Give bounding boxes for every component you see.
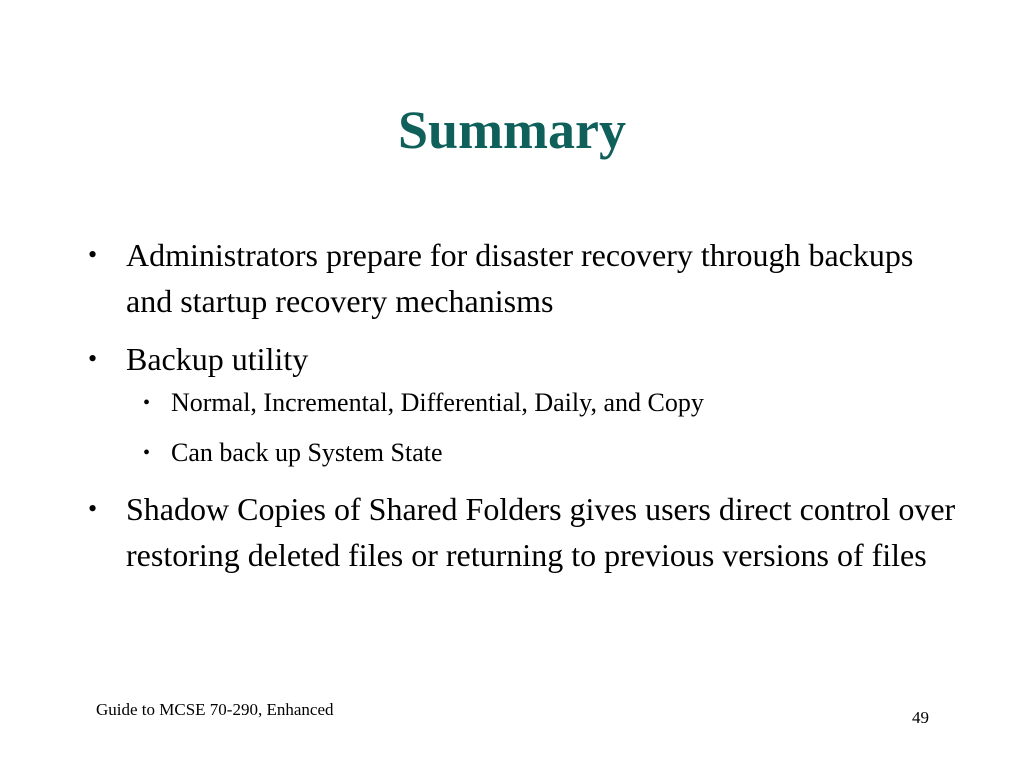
bullet-list bbox=[86, 232, 966, 590]
sub-bullet-text: Normal, Incremental, Differential, Daily, and Copy bbox=[171, 388, 704, 417]
sub-bullet-text: Can back up System State bbox=[171, 438, 443, 467]
bullet-dot: • bbox=[88, 494, 98, 523]
bullet-dot: • bbox=[88, 240, 98, 269]
bullet-text: Administrators prepare for disaster recovery through backups and startup recovery mechanisms bbox=[126, 237, 914, 319]
bullet-dot: • bbox=[88, 344, 98, 373]
sub-bullet-item bbox=[141, 386, 966, 420]
bullet-text: Shadow Copies of Shared Folders gives users direct control over restoring deleted files or returning to previous versions of files bbox=[126, 491, 956, 573]
page-number: 49 bbox=[912, 708, 929, 727]
bullet-item bbox=[86, 232, 966, 324]
sub-bullet-dot: • bbox=[143, 442, 151, 464]
bullet-text: Backup utility bbox=[126, 341, 309, 377]
sub-bullet-dot: • bbox=[143, 392, 151, 414]
sub-bullet-item bbox=[141, 436, 966, 470]
slide-title: Summary bbox=[398, 100, 626, 160]
sub-bullet-list bbox=[126, 386, 966, 470]
bullet-item bbox=[86, 486, 966, 578]
bullet-item bbox=[86, 336, 966, 470]
footer-course-title: Guide to MCSE 70-290, Enhanced bbox=[96, 700, 334, 719]
